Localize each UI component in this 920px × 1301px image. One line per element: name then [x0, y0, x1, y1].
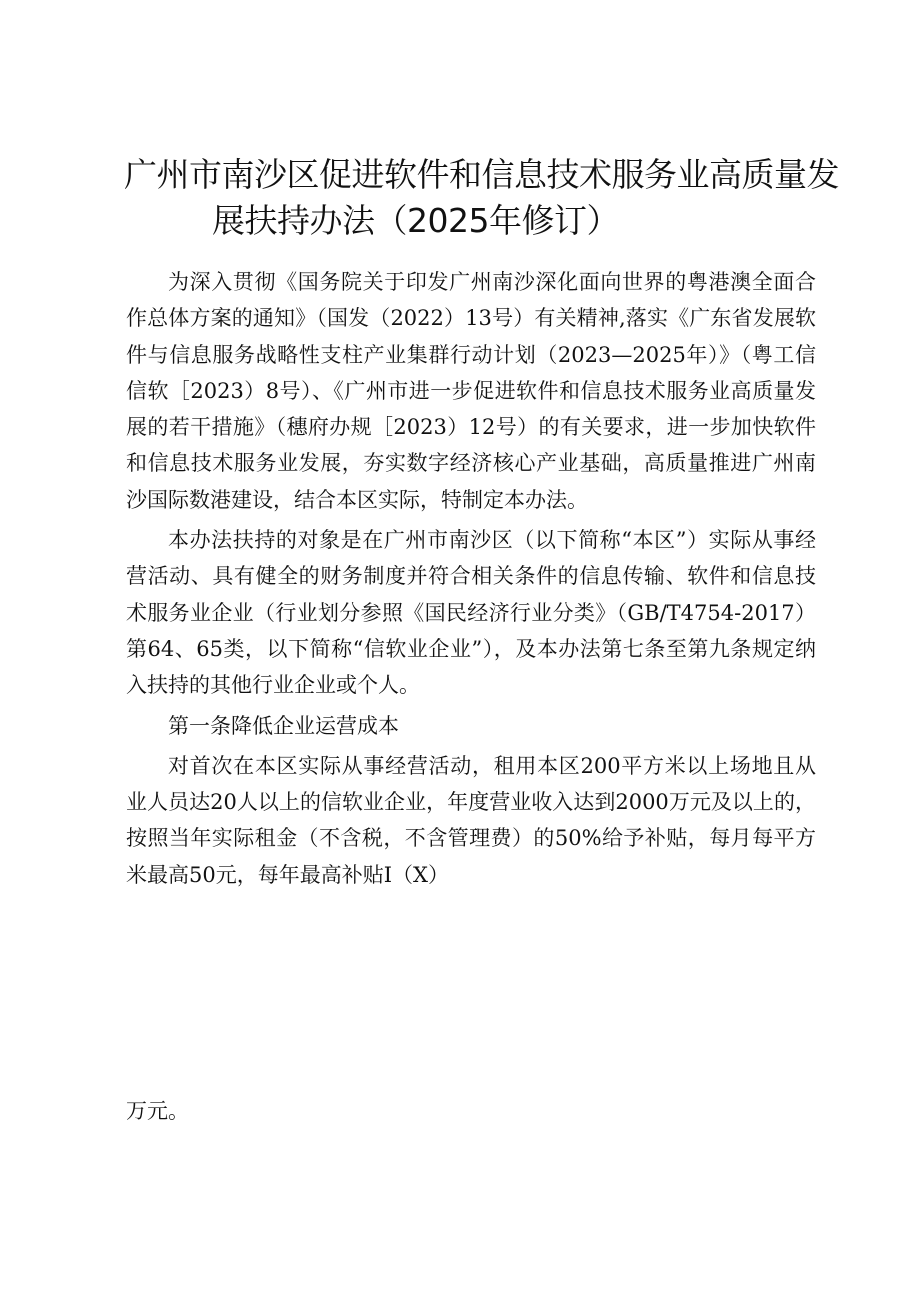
paragraph-tail: 万元。 — [126, 1099, 189, 1123]
paragraph-scope: 本办法扶持的对象是在广州市南沙区（以下简称“本区”）实际从事经营活动、具有健全的财务制度并符合相关条件的信息传输、软件和信息技术服务业企业（行业划分参照《国民经济行业分类》（GB/T4754-2017）第64、65类，以下简称“信软业企业”），及本办法第七条至第九条规定纳入扶持的其他行业企业或个人。 — [126, 528, 816, 698]
document-title — [0, 152, 920, 244]
title-line-1: 广州市南沙区促进软件和信息技术服务业高质量发 — [124, 155, 839, 194]
paragraph-article-1: 对首次在本区实际从事经营活动，租用本区200平方米以上场地且从业人员达20人以上的信软业企业，年度营业收入达到2000万元及以上的，按照当年实际租金（不含税，不含管理费）的50%给予补贴，每月每平方米最高50元，每年最高补贴I（X） — [126, 753, 816, 887]
title-line-2: 展扶持办法（2025年修订） — [212, 201, 619, 240]
article-heading: 第一条降低企业运营成本 — [168, 713, 399, 738]
paragraph-preamble: 为深入贯彻《国务院关于印发广州南沙深化面向世界的粤港澳全面合作总体方案的通知》（国发（2022）13号）有关精神,落实《广东省发展软件与信息服务战略性支柱产业集群行动计划（2023—2025年）》（粤工信信软［2023）8号）、《广州市进一步促进软件和信息技术服务业高质量发展的若干措施》（穗府办规［2023）12号）的有关要求，进一步加快软件和信息技术服务业发展，夯实数字经济核心产业基础，高质量推进广州南沙国际数港建设，结合本区实际，特制定本办法。 — [126, 270, 816, 512]
document-body — [126, 264, 816, 893]
